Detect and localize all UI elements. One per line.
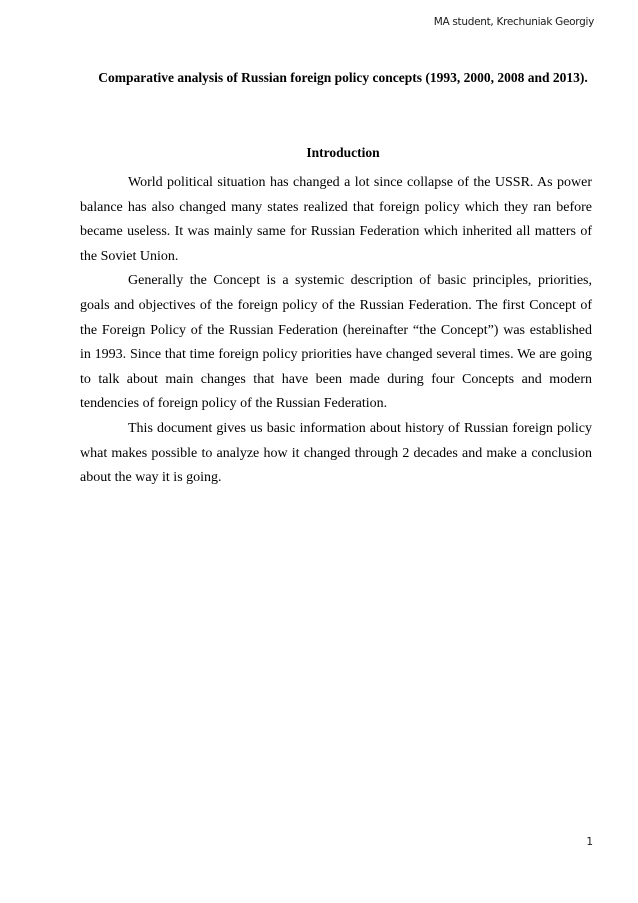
paragraph: This document gives us basic information about history of Russian foreign policy what makes possible to analyze how it changed through 2 decades and make a conclusion about the way it is going. bbox=[80, 420, 592, 486]
paragraph: Generally the Concept is a systemic description of basic principles, priorities, goals and objectives of the foreign policy of the Russian Federation. The first Concept of the Foreign Policy of the Russian Federation (hereinafter “the Concept”) was established in 1993. Since that time foreign policy priorities have changed several times. We are going to talk about main changes that have been made during four Concepts and modern tendencies of foreign policy of the Russian Federation. bbox=[80, 273, 592, 412]
paragraph: World political situation has changed a lot since collapse of the USSR. As power balance has also changed many states realized that foreign policy which they ran before became useless. It was mainly same for Russian Federation which inherited all matters of the Soviet Union. bbox=[80, 175, 592, 264]
document-body bbox=[80, 171, 592, 491]
document-title: Comparative analysis of Russian foreign policy concepts (1993, 2000, 2008 and 2013). bbox=[98, 70, 588, 85]
page-header-author: MA student, Krechuniak Georgiy bbox=[433, 16, 594, 28]
section-heading: Introduction bbox=[306, 145, 380, 160]
page-number: 1 bbox=[586, 836, 593, 848]
